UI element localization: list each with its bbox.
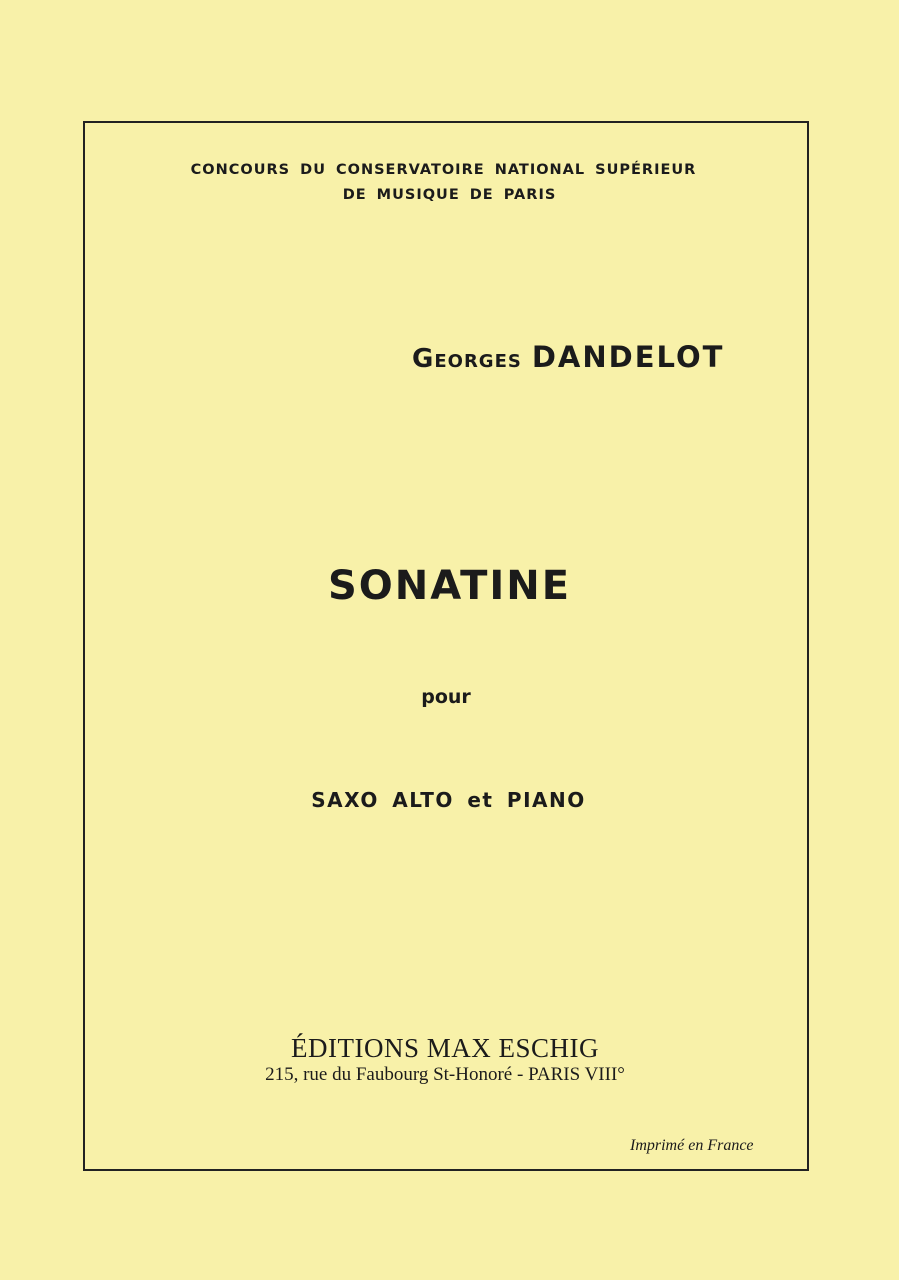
work-title: SONATINE (327, 563, 572, 609)
composer-last-name: DANDELOT (531, 340, 725, 374)
composer-first-name: Georges (412, 344, 522, 374)
publisher-address: 215, rue du Faubourg St-Honoré - PARIS VIII° (265, 1064, 625, 1085)
cover-border-frame (83, 121, 809, 1171)
printed-in-france-note: Imprimé en France (630, 1137, 754, 1154)
concours-header-line-1: CONCOURS DU CONSERVATOIRE NATIONAL SUPÉRIEUR (190, 162, 697, 178)
publisher-name: ÉDITIONS MAX ESCHIG (291, 1033, 599, 1063)
pour-label: pour (421, 686, 471, 708)
concours-header-line-2: DE MUSIQUE DE PARIS (342, 187, 557, 203)
instrumentation: SAXO ALTO et PIANO (311, 788, 586, 812)
composer-name (412, 340, 724, 374)
